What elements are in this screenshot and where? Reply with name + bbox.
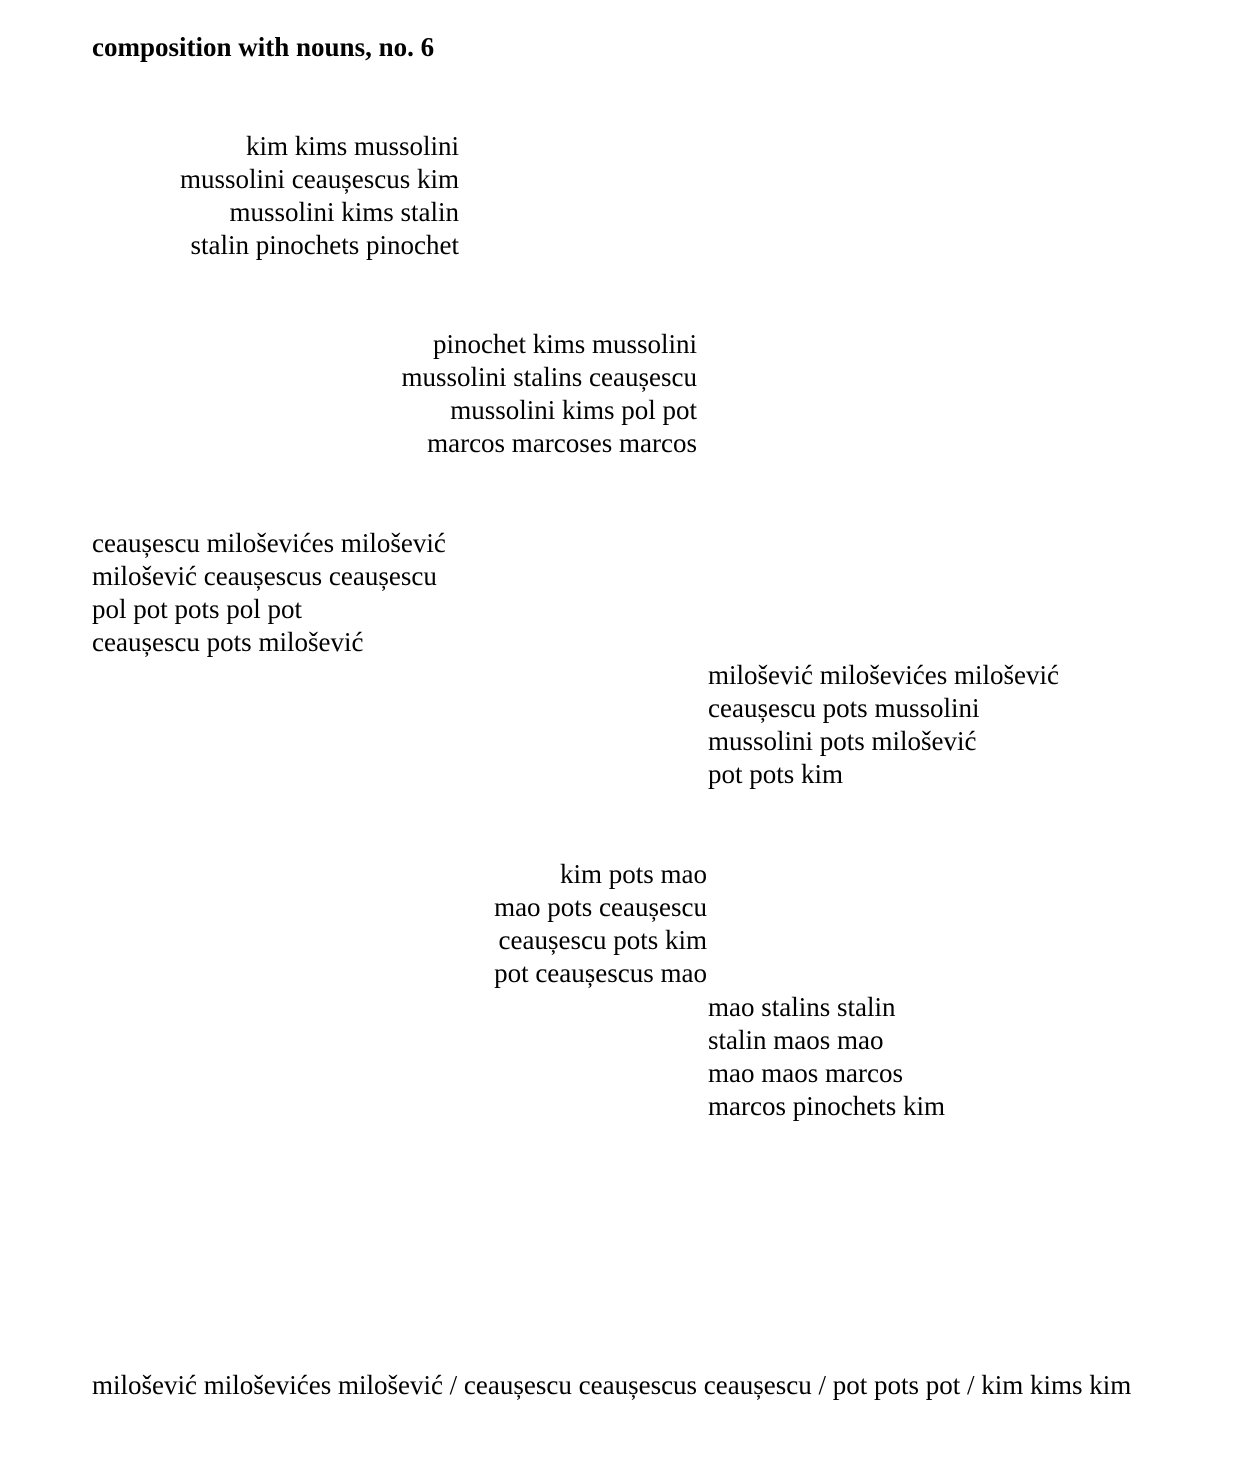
- stanza-line: mussolini pots milošević: [708, 726, 977, 756]
- stanza-line: pol pot pots pol pot: [92, 594, 303, 624]
- stanza-line: ceaușescu pots mussolini: [708, 693, 980, 723]
- stanza-line: stalin maos mao: [708, 1025, 884, 1055]
- stanza-line: mussolini stalins ceaușescu: [401, 362, 697, 392]
- stanza-5: [494, 858, 707, 990]
- stanza-line: mussolini ceaușescus kim: [180, 164, 459, 194]
- stanza-line: marcos pinochets kim: [708, 1091, 945, 1121]
- poem-title: composition with nouns, no. 6: [92, 32, 435, 62]
- stanza-line: mussolini kims stalin: [229, 197, 459, 227]
- stanza-line: milošević miloševićes milošević: [708, 660, 1059, 690]
- stanza-4: [708, 659, 1059, 791]
- stanza-line: mussolini kims pol pot: [450, 395, 697, 425]
- stanza-6: [708, 991, 945, 1123]
- stanza-line: kim kims mussolini: [245, 131, 459, 161]
- stanza-2: [402, 328, 697, 460]
- stanza-line: mao pots ceaușescu: [494, 892, 707, 922]
- stanza-line: ceaușescu pots milošević: [92, 627, 364, 657]
- closing-line: milošević miloševićes milošević / ceaușescu ceaușescus ceaușescu / pot pots pot / kim kims kim: [92, 1370, 1132, 1400]
- stanza-line: marcos marcoses marcos: [427, 428, 697, 458]
- stanza-line: mao maos marcos: [708, 1058, 903, 1088]
- stanza-line: pot pots kim: [708, 759, 844, 789]
- stanza-line: milošević ceaușescus ceaușescu: [92, 561, 437, 591]
- stanza-1: [180, 130, 459, 262]
- stanza-line: pinochet kims mussolini: [432, 329, 697, 359]
- stanza-line: kim pots mao: [560, 859, 707, 889]
- stanza-line: pot ceaușescus mao: [494, 958, 707, 988]
- stanza-3: [92, 527, 446, 659]
- stanza-line: mao stalins stalin: [708, 992, 896, 1022]
- stanza-line: ceaușescu miloševićes milošević: [92, 528, 446, 558]
- stanza-line: stalin pinochets pinochet: [190, 230, 459, 260]
- stanza-line: ceaușescu pots kim: [498, 925, 707, 955]
